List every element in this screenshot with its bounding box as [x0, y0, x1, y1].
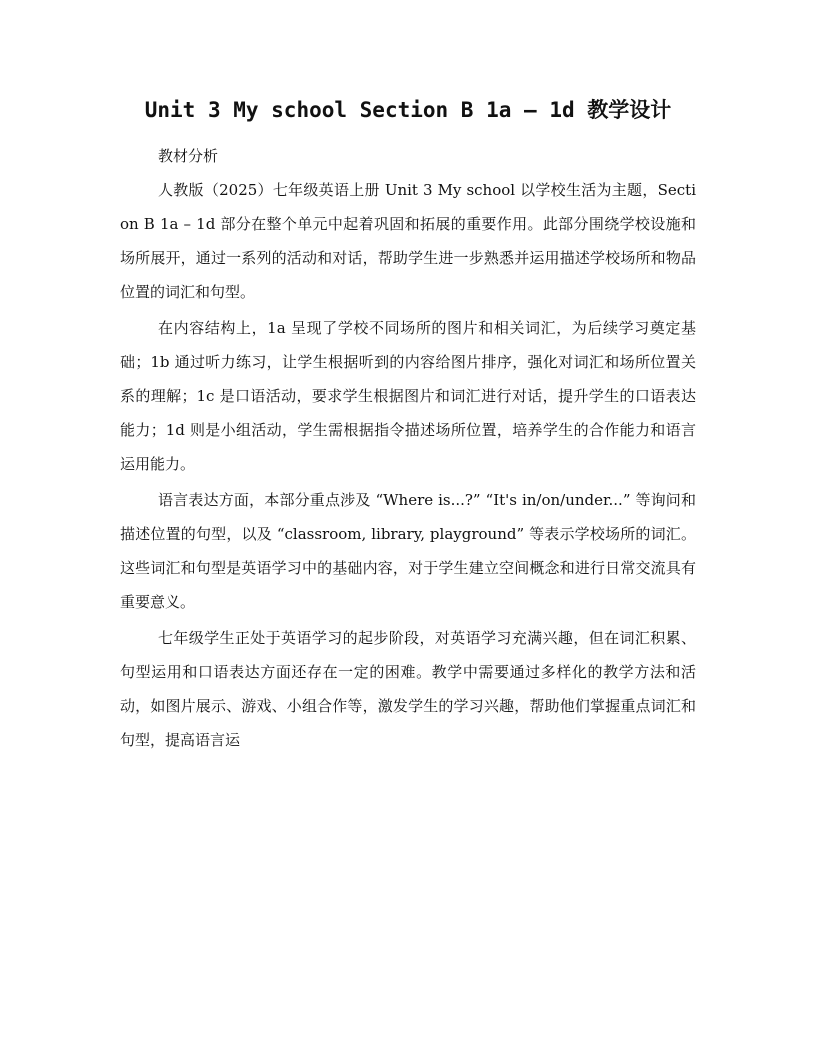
- document-title: Unit 3 My school Section B 1a – 1d 教学设计: [144, 98, 672, 122]
- paragraph-4: 七年级学生正处于英语学习的起步阶段，对英语学习充满兴趣，但在词汇积累、句型运用和口语表达方面还存在一定的困难。教学中需要通过多样化的教学方法和活动，如图片展示、游戏、小组合作等，激发学生的学习兴趣，帮助他们掌握重点词汇和句型，提高语言运: [120, 629, 696, 749]
- document-page: [120, 92, 696, 759]
- section-heading: 教材分析: [158, 147, 219, 165]
- paragraph-3: 语言表达方面，本部分重点涉及 “Where is...?” “It's in/on/under...” 等询问和描述位置的句型，以及 “classroom, library, playground” 等表示学校场所的词汇。这些词汇和句型是英语学习中的基础内容，对于学生建立空间概念和进行日常交流具有重要意义。: [120, 491, 696, 611]
- paragraph-2: 在内容结构上，1a 呈现了学校不同场所的图片和相关词汇，为后续学习奠定基础；1b 通过听力练习，让学生根据听到的内容给图片排序，强化对词汇和场所位置关系的理解；1c 是口语活动，要求学生根据图片和词汇进行对话，提升学生的口语表达能力；1d 则是小组活动，学生需根据指令描述场所位置，培养学生的合作能力和语言运用能力。: [120, 319, 696, 473]
- paragraph-1: 人教版（2025）七年级英语上册 Unit 3 My school 以学校生活为主题，Section B 1a – 1d 部分在整个单元中起着巩固和拓展的重要作用。此部分围绕学校设施和场所展开，通过一系列的活动和对话，帮助学生进一步熟悉并运用描述学校场所和物品位置的词汇和句型。: [120, 181, 696, 301]
